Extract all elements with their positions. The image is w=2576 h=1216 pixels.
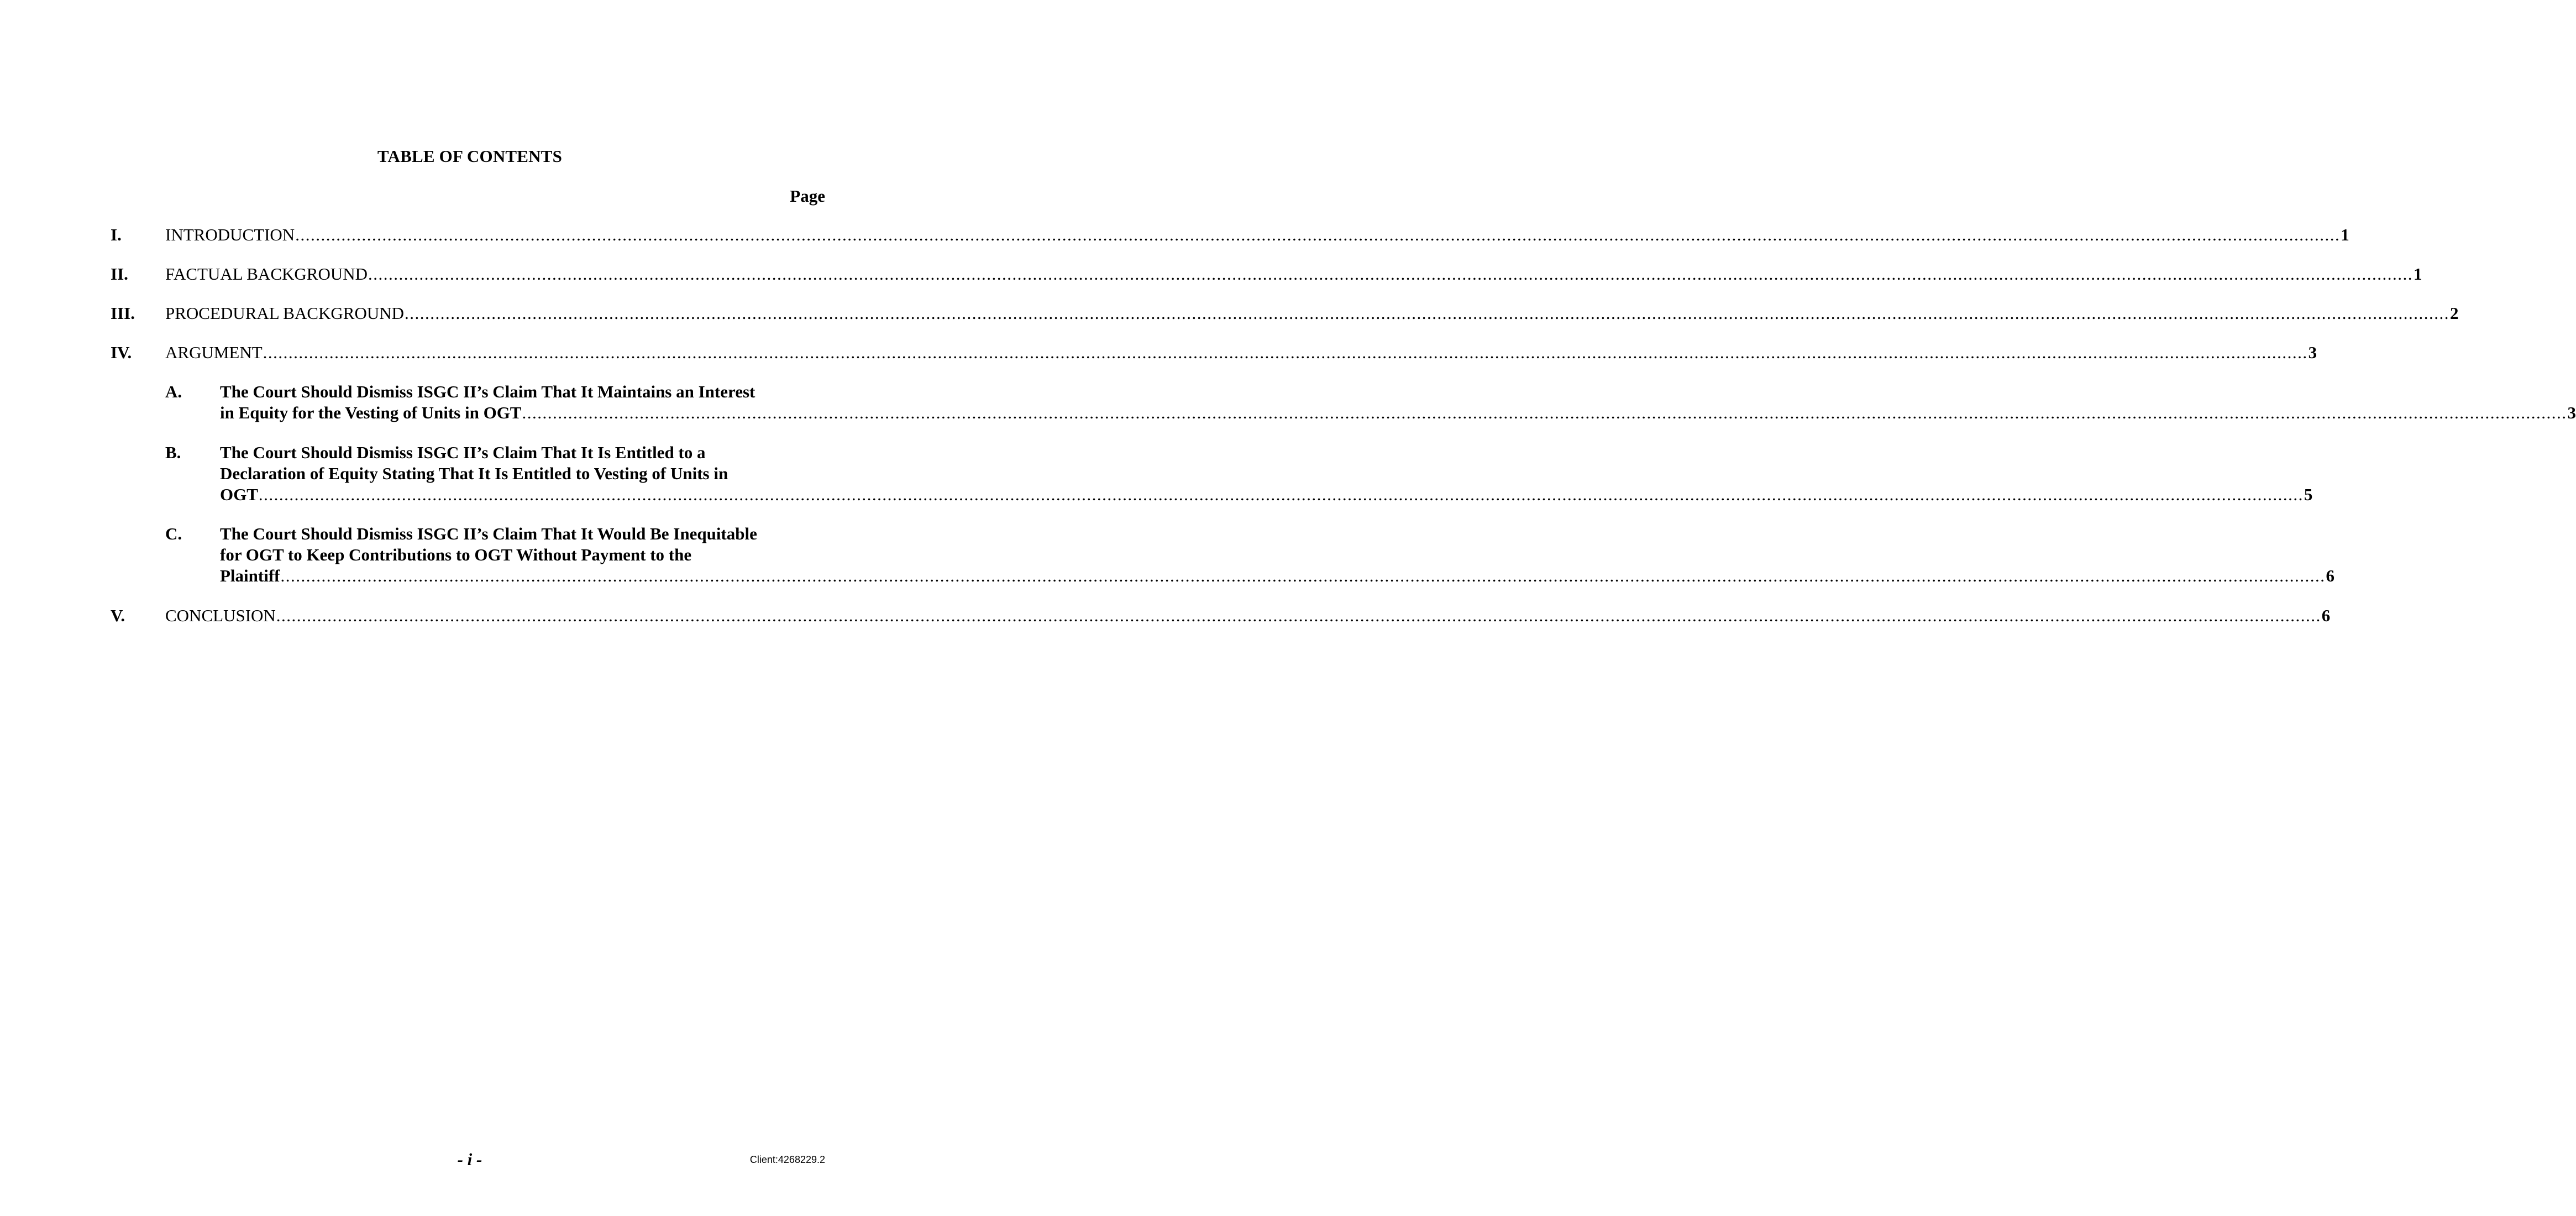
toc-entry-conclusion[interactable] — [111, 605, 2331, 627]
toc-entry-title-line: Declaration of Equity Stating That It Is Entitled to Vesting of Units in — [220, 464, 728, 483]
toc-entry-title-line: The Court Should Dismiss ISGC II’s Claim That It Would Be Inequitable — [220, 524, 757, 543]
toc-entry-number: B. — [165, 443, 181, 462]
toc-entry-page: 1 — [2414, 264, 2422, 284]
toc-entry-number: A. — [165, 382, 182, 401]
toc-entry-number: III. — [111, 303, 135, 323]
dot-leader: ................................................................................................................................................................................................................................................................................................................................................................................................................ — [405, 303, 2450, 323]
toc-entry-title: ARGUMENT — [165, 343, 263, 362]
toc-entry-number: I. — [111, 225, 122, 244]
toc-entry-title: CONCLUSION — [165, 606, 276, 625]
toc-entry-title-line: OGT — [220, 485, 258, 504]
dot-leader: ................................................................................................................................................................................................................................................................................................................................................................................................................ — [295, 225, 2341, 244]
toc-entry-argument-c[interactable] — [111, 523, 2334, 589]
toc-entry-title: PROCEDURAL BACKGROUND — [165, 303, 405, 323]
dot-leader: ................................................................................................................................................................................................................................................................................................................................................................................................................ — [368, 264, 2413, 284]
dot-leader: ................................................................................................................................................................................................................................................................................................................................................................................................................ — [276, 606, 2321, 625]
toc-entry-page: 6 — [2321, 606, 2331, 625]
page-column-label: Page — [790, 186, 825, 206]
toc-entry-title-line: The Court Should Dismiss ISGC II’s Claim That It Maintains an Interest — [220, 382, 756, 401]
toc-entry-title: FACTUAL BACKGROUND — [165, 264, 368, 284]
toc-entry-page: 3 — [2308, 343, 2317, 362]
toc-entry-page: 1 — [2341, 225, 2349, 244]
toc-entry-number: V. — [111, 606, 125, 625]
toc-entry-number: C. — [165, 524, 182, 543]
toc-entry-argument-a[interactable] — [111, 381, 2576, 426]
toc-entry-page: 5 — [2304, 485, 2313, 504]
toc-entry-procedural-background[interactable] — [111, 303, 2459, 325]
toc-entry-factual-background[interactable] — [111, 264, 2422, 286]
toc-entry-title-line: Plaintiff — [220, 566, 280, 585]
toc-entry-title: INTRODUCTION — [165, 225, 295, 244]
toc-entry-number: II. — [111, 264, 128, 284]
dot-leader: ................................................................................................................................................................................................................................................................................................................................................................................................................ — [280, 566, 2326, 585]
toc-entry-introduction[interactable] — [111, 224, 2349, 247]
toc-entry-title-line: for OGT to Keep Contributions to OGT Without Payment to the — [220, 545, 692, 564]
toc-entry-title-line: The Court Should Dismiss ISGC II’s Claim That It Is Entitled to a — [220, 443, 706, 462]
dot-leader: ................................................................................................................................................................................................................................................................................................................................................................................................................ — [522, 403, 2567, 422]
footer-page-number: - i - — [457, 1150, 482, 1169]
dot-leader: ................................................................................................................................................................................................................................................................................................................................................................................................................ — [263, 343, 2308, 362]
toc-entry-title-line: in Equity for the Vesting of Units in OGT — [220, 403, 522, 422]
toc-entry-number: IV. — [111, 343, 132, 362]
toc-entry-argument-b[interactable] — [111, 442, 2313, 507]
toc-entry-page: 2 — [2450, 303, 2459, 323]
footer-client-ref: Client:4268229.2 — [749, 1154, 825, 1165]
toc-entry-argument[interactable] — [111, 342, 2317, 364]
toc-entry-page: 3 — [2567, 403, 2576, 422]
toc-title: TABLE OF CONTENTS — [377, 146, 563, 166]
toc-entry-page: 6 — [2326, 566, 2334, 585]
dot-leader: ................................................................................................................................................................................................................................................................................................................................................................................................................ — [258, 485, 2304, 504]
